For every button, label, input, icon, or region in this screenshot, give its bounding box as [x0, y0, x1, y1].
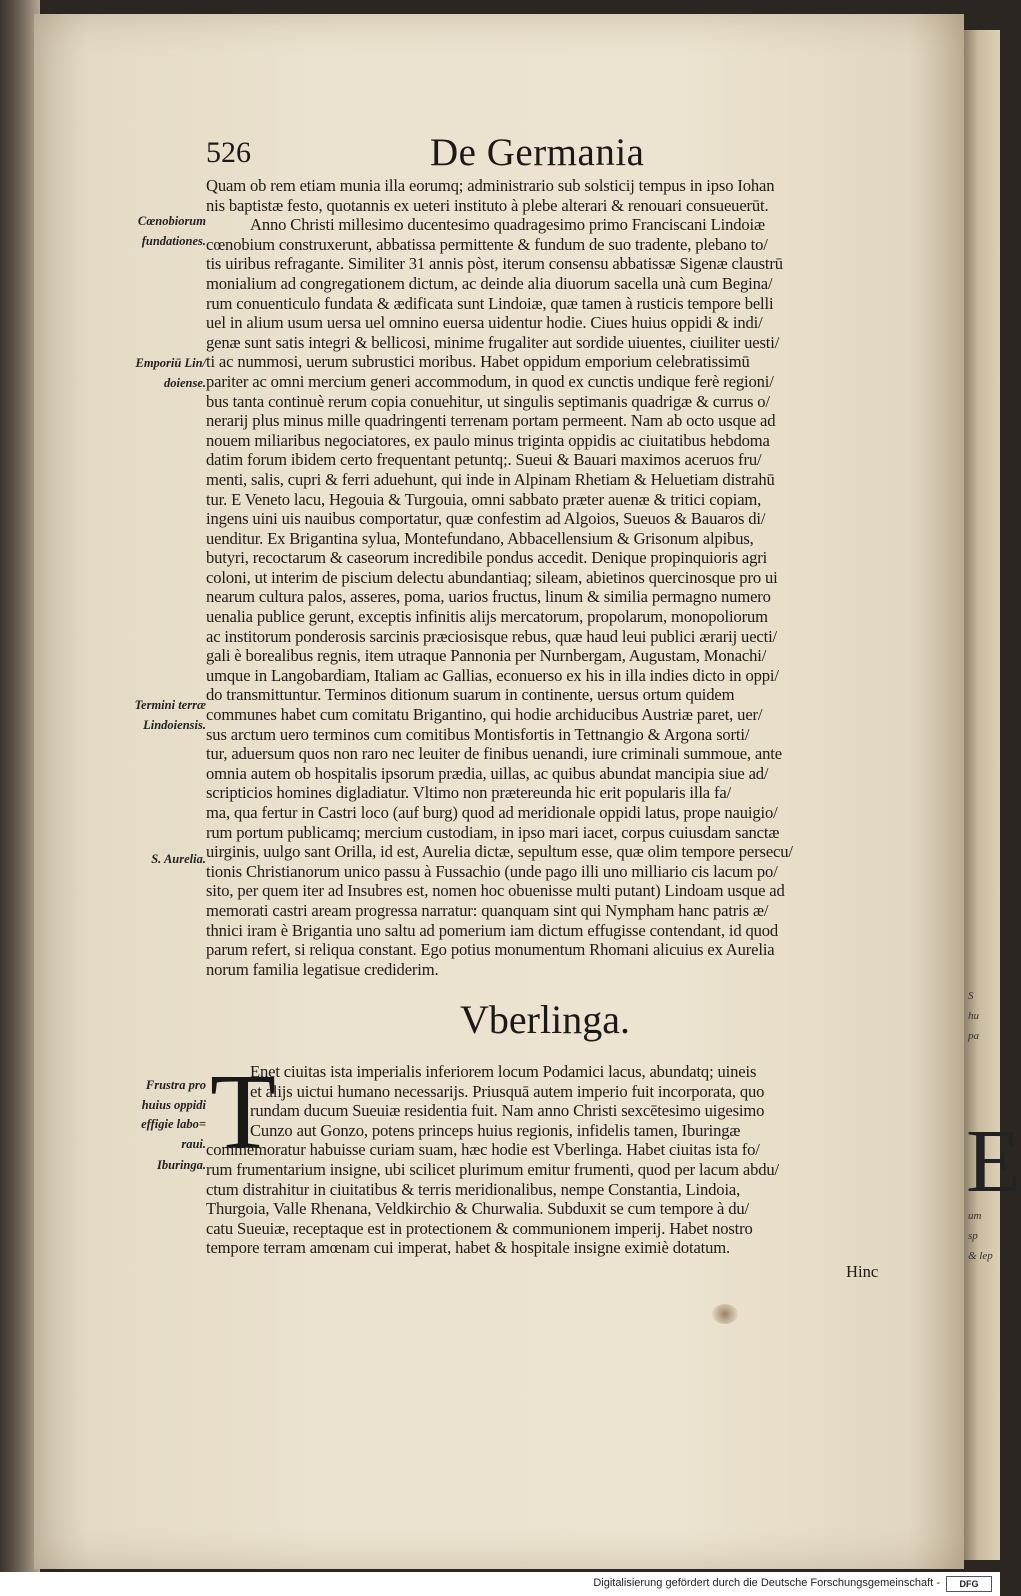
text-line: scripticios homines digladiatur. Vltimo non prætereunda hic erit popularis illa fa/ — [206, 783, 732, 803]
dfg-logo: DFG — [946, 1576, 992, 1592]
text-line: tis uiribus refragante. Similiter 31 annis pòst, iterum consensu abbatissæ Sigenæ claustrū — [206, 254, 783, 274]
next-page-fragment: pa — [968, 1030, 979, 1042]
text-line: rum conuenticulo fundata & ædificata sunt Lindoiæ, quæ tamen à rusticis tempore belli — [206, 293, 774, 313]
text-line: tionis Christianorum unico passu à Fussachio (unde pago illi uno milliario cis lacum po/ — [206, 861, 778, 881]
text-line: uirginis, uulgo sant Orilla, id est, Aurelia dictæ, sepultum esse, quæ olim tempore persecu/ — [206, 842, 793, 862]
next-page-fragment: um — [968, 1210, 982, 1222]
section-vberlinga-text — [206, 1053, 892, 1258]
text-line: monialium ad congregationem dictum, ac deinde alia diuorum sacella unà cum Begina/ — [206, 273, 773, 293]
running-title: De Germania — [430, 131, 645, 174]
dropcap-initial: T — [210, 1053, 276, 1172]
text-line: do transmittuntur. Terminos ditionum suarum in continente, uersus ortum quidem — [206, 685, 735, 705]
text-line: tempore terram amœnam cui imperat, habet & hospitale insigne eximiè dotatum. — [206, 1238, 731, 1258]
text-line: uel in alium usum uersa uel omnino euersa uidentur hodie. Ciues huius oppidi & indi/ — [206, 313, 763, 333]
text-line: Cunzo aut Gonzo, potens princeps huius regionis, infidelis tamen, Iburingæ — [250, 1120, 741, 1140]
text-line: umque in Langobardiam, Italiam ac Gallias, econuerso ex his in illa indies dicto in oppi/ — [206, 665, 779, 685]
text-line: coloni, ut interim de piscium delectu abundantiaq; sileam, abietinos quercinosque pro ui — [206, 567, 778, 587]
next-page-fragment: S — [968, 990, 974, 1002]
margin-note-termini: Termini terræ Lindoiensis. — [134, 698, 206, 732]
text-line: ti ac nummosi, uerum subrustici moribus. Habet oppidum emporium celebratissimū — [206, 352, 750, 372]
text-line: ma, qua fertur in Castri loco (auf burg) quod ad meridionale oppidi latus, prope nauigio/ — [206, 803, 778, 822]
footer-credit: Digitalisierung gefördert durch die Deutsche Forschungsgemeinschaft - — [593, 1577, 940, 1589]
text-line: communes habet cum comitatu Brigantino, qui hodie archiducibus Austriæ paret, uer/ — [206, 705, 763, 725]
text-line: et alijs uictui humano necessarijs. Priusquā autem imperio fuit incorporata, quo — [250, 1081, 765, 1101]
margin-note-emporium: Emporiū Lin/ doiense. — [135, 356, 206, 390]
text-line: menti, salis, cupri & ferri aduehunt, qui inde in Alpinam Rhetiam & Heluetiam distrahū — [206, 469, 775, 489]
ink-stain — [712, 1304, 738, 1324]
page-number: 526 — [206, 136, 251, 169]
margin-note-iburinga: Iburinga. — [157, 1158, 206, 1172]
text-line: rum portum publicamq; mercium custodiam, in ipso mari iacet, corpus cuiusdam sanctæ — [206, 822, 780, 842]
text-line: nerarij plus minus mille quadringenti terrenam portam permeent. Nam ab octo usque ad — [206, 411, 776, 431]
text-line: nouem miliaribus negociatores, ex paulo minus triginta oppidis ac ciuitatibus hebdoma — [206, 430, 770, 450]
text-line: norum familia legatisue crediderim. — [206, 959, 439, 979]
text-line: Anno Christi millesimo ducentesimo quadragesimo primo Franciscani Lindoiæ — [250, 215, 765, 235]
text-line: thnici iram è Brigantia uno saltu ad pomerium iam dictum effugisse contendant, id quod — [206, 920, 779, 940]
text-line: ac institorum ponderosis sarcinis præciosisque rebus, quæ haud leui publici ærarij uecti/ — [206, 626, 778, 646]
margin-note-coenobiorum: Cœnobiorum fundationes. — [137, 214, 206, 248]
section-title-vberlinga: Vberlinga. — [460, 997, 630, 1042]
text-line: rundam ducum Sueuiæ residentia fuit. Nam anno Christi sexcētesimo uigesimo — [250, 1101, 765, 1121]
text-line: Enet ciuitas ista imperialis inferiorem locum Podamici lacus, abundatq; uineis — [250, 1062, 757, 1081]
text-line: nis baptistæ festo, quotannis ex ueteri instituto à plebe alterari & renouari consueuerūt. — [206, 195, 769, 215]
margin-note-aurelia: S. Aurelia. — [151, 852, 206, 866]
text-line: ingens uini uis nauibus comportatur, quæ confestim ad Algoios, Sueuos & Bauaros di/ — [206, 509, 766, 529]
text-line: nearum cultura palos, asseres, poma, uarios fructus, linum & similia permagno numero — [206, 587, 771, 607]
text-line: tur, aduersum quos non raro nec leuiter de finibus uenandi, iure criminali summoue, ante — [206, 744, 782, 764]
text-line: gali è borealibus regnis, item utraque Pannonia per Nurnbergam, Augustam, Monachi/ — [206, 646, 767, 666]
catchword: Hinc — [846, 1262, 879, 1281]
text-line: parum refert, si reliqua constant. Ego potius monumentum Rhomani alicuius ex Aurelia — [206, 940, 775, 960]
text-line: datim forum ibidem certo frequentant petuntq;. Sueui & Bauari maximos aceruos fru/ — [206, 450, 762, 470]
text-line: ctum distrahitur in ciuitatibus & terris meridionalibus, nempe Constantia, Lindoia, — [206, 1179, 741, 1199]
section-lindau-text — [206, 176, 892, 979]
text-line: sito, per quem iter ad Insubres est, nomen hoc obuenisse multi putant) Lindoam usque ad — [206, 881, 785, 901]
text-line: catu Sueuiæ, receptaque est in protectionem & communionem imperij. Habet nostro — [206, 1218, 753, 1238]
text-line: genæ sunt satis integri & bellicosi, minime frugaliter aut sordide uiuentes, ciuiliter uesti/ — [206, 332, 780, 352]
text-line: omnia autem ob hospitalis ipsorum prædia, uillas, ac quibus abundat mancipia siue ad/ — [206, 763, 769, 783]
text-line: rum frumentarium insigne, ubi scilicet plurimum emitur frumenti, quod per lacum abdu/ — [206, 1159, 779, 1179]
text-line: pariter ac omni mercium generi accommodum, in quod ex cunctis undique ferè regioni/ — [206, 371, 774, 391]
text-line: cœnobium construxerunt, abbatissa permittente & fundum de suo tradente, plebano to/ — [206, 234, 768, 254]
next-page-edge — [964, 30, 1021, 1560]
text-line: memorati castri aream progressa narratur: quanquam sint qui Nympham hanc patris æ/ — [206, 900, 769, 920]
digitization-footer — [0, 1572, 1000, 1596]
next-page-fragment: & lep — [968, 1250, 993, 1262]
text-line: butyri, recoctarum & caseorum incredibile pondus accedit. Denique propinquioris agri — [206, 548, 768, 568]
next-page-fragment: hu — [968, 1010, 979, 1022]
text-line: uenalia publice gerunt, exceptis infinitis alijs mercatorum, propolarum, monopoliorum — [206, 607, 768, 627]
page-header — [200, 130, 920, 180]
text-line: Thurgoia, Valle Rhenana, Veldkirchio & Churwalia. Subduxit se cum tempore à du/ — [206, 1199, 750, 1219]
text-line: tur. E Veneto lacu, Hegouia & Turgouia, omni sabbato præter auenæ & tritici copiam, — [206, 489, 762, 509]
margin-note-frustra: Frustra pro huius oppidi effigie labo= raui. — [141, 1078, 206, 1151]
text-line: bus tanta continuè rerum copia conuehitur, ut singulis septimanis quadrigæ & currus o/ — [206, 391, 770, 411]
text-line: Quam ob rem etiam munia illa eorumq; administrario sub solsticij tempus in ipso Iohan — [206, 176, 775, 195]
next-page-fragment: sp — [968, 1230, 978, 1242]
next-page-dropcap: E — [966, 1112, 1021, 1211]
text-line: sus arctum uero terminos cum comitibus Montisfortis in Tettnangio & Argona sorti/ — [206, 724, 750, 744]
text-line: uenditur. Ex Brigantina sylua, Montefundano, Abbacellensium & Grisonum alpibus, — [206, 528, 754, 548]
text-line: commemoratur habuisse curiam suam, hæc hodie est Vberlinga. Habet ciuitas ista fo/ — [206, 1140, 760, 1160]
